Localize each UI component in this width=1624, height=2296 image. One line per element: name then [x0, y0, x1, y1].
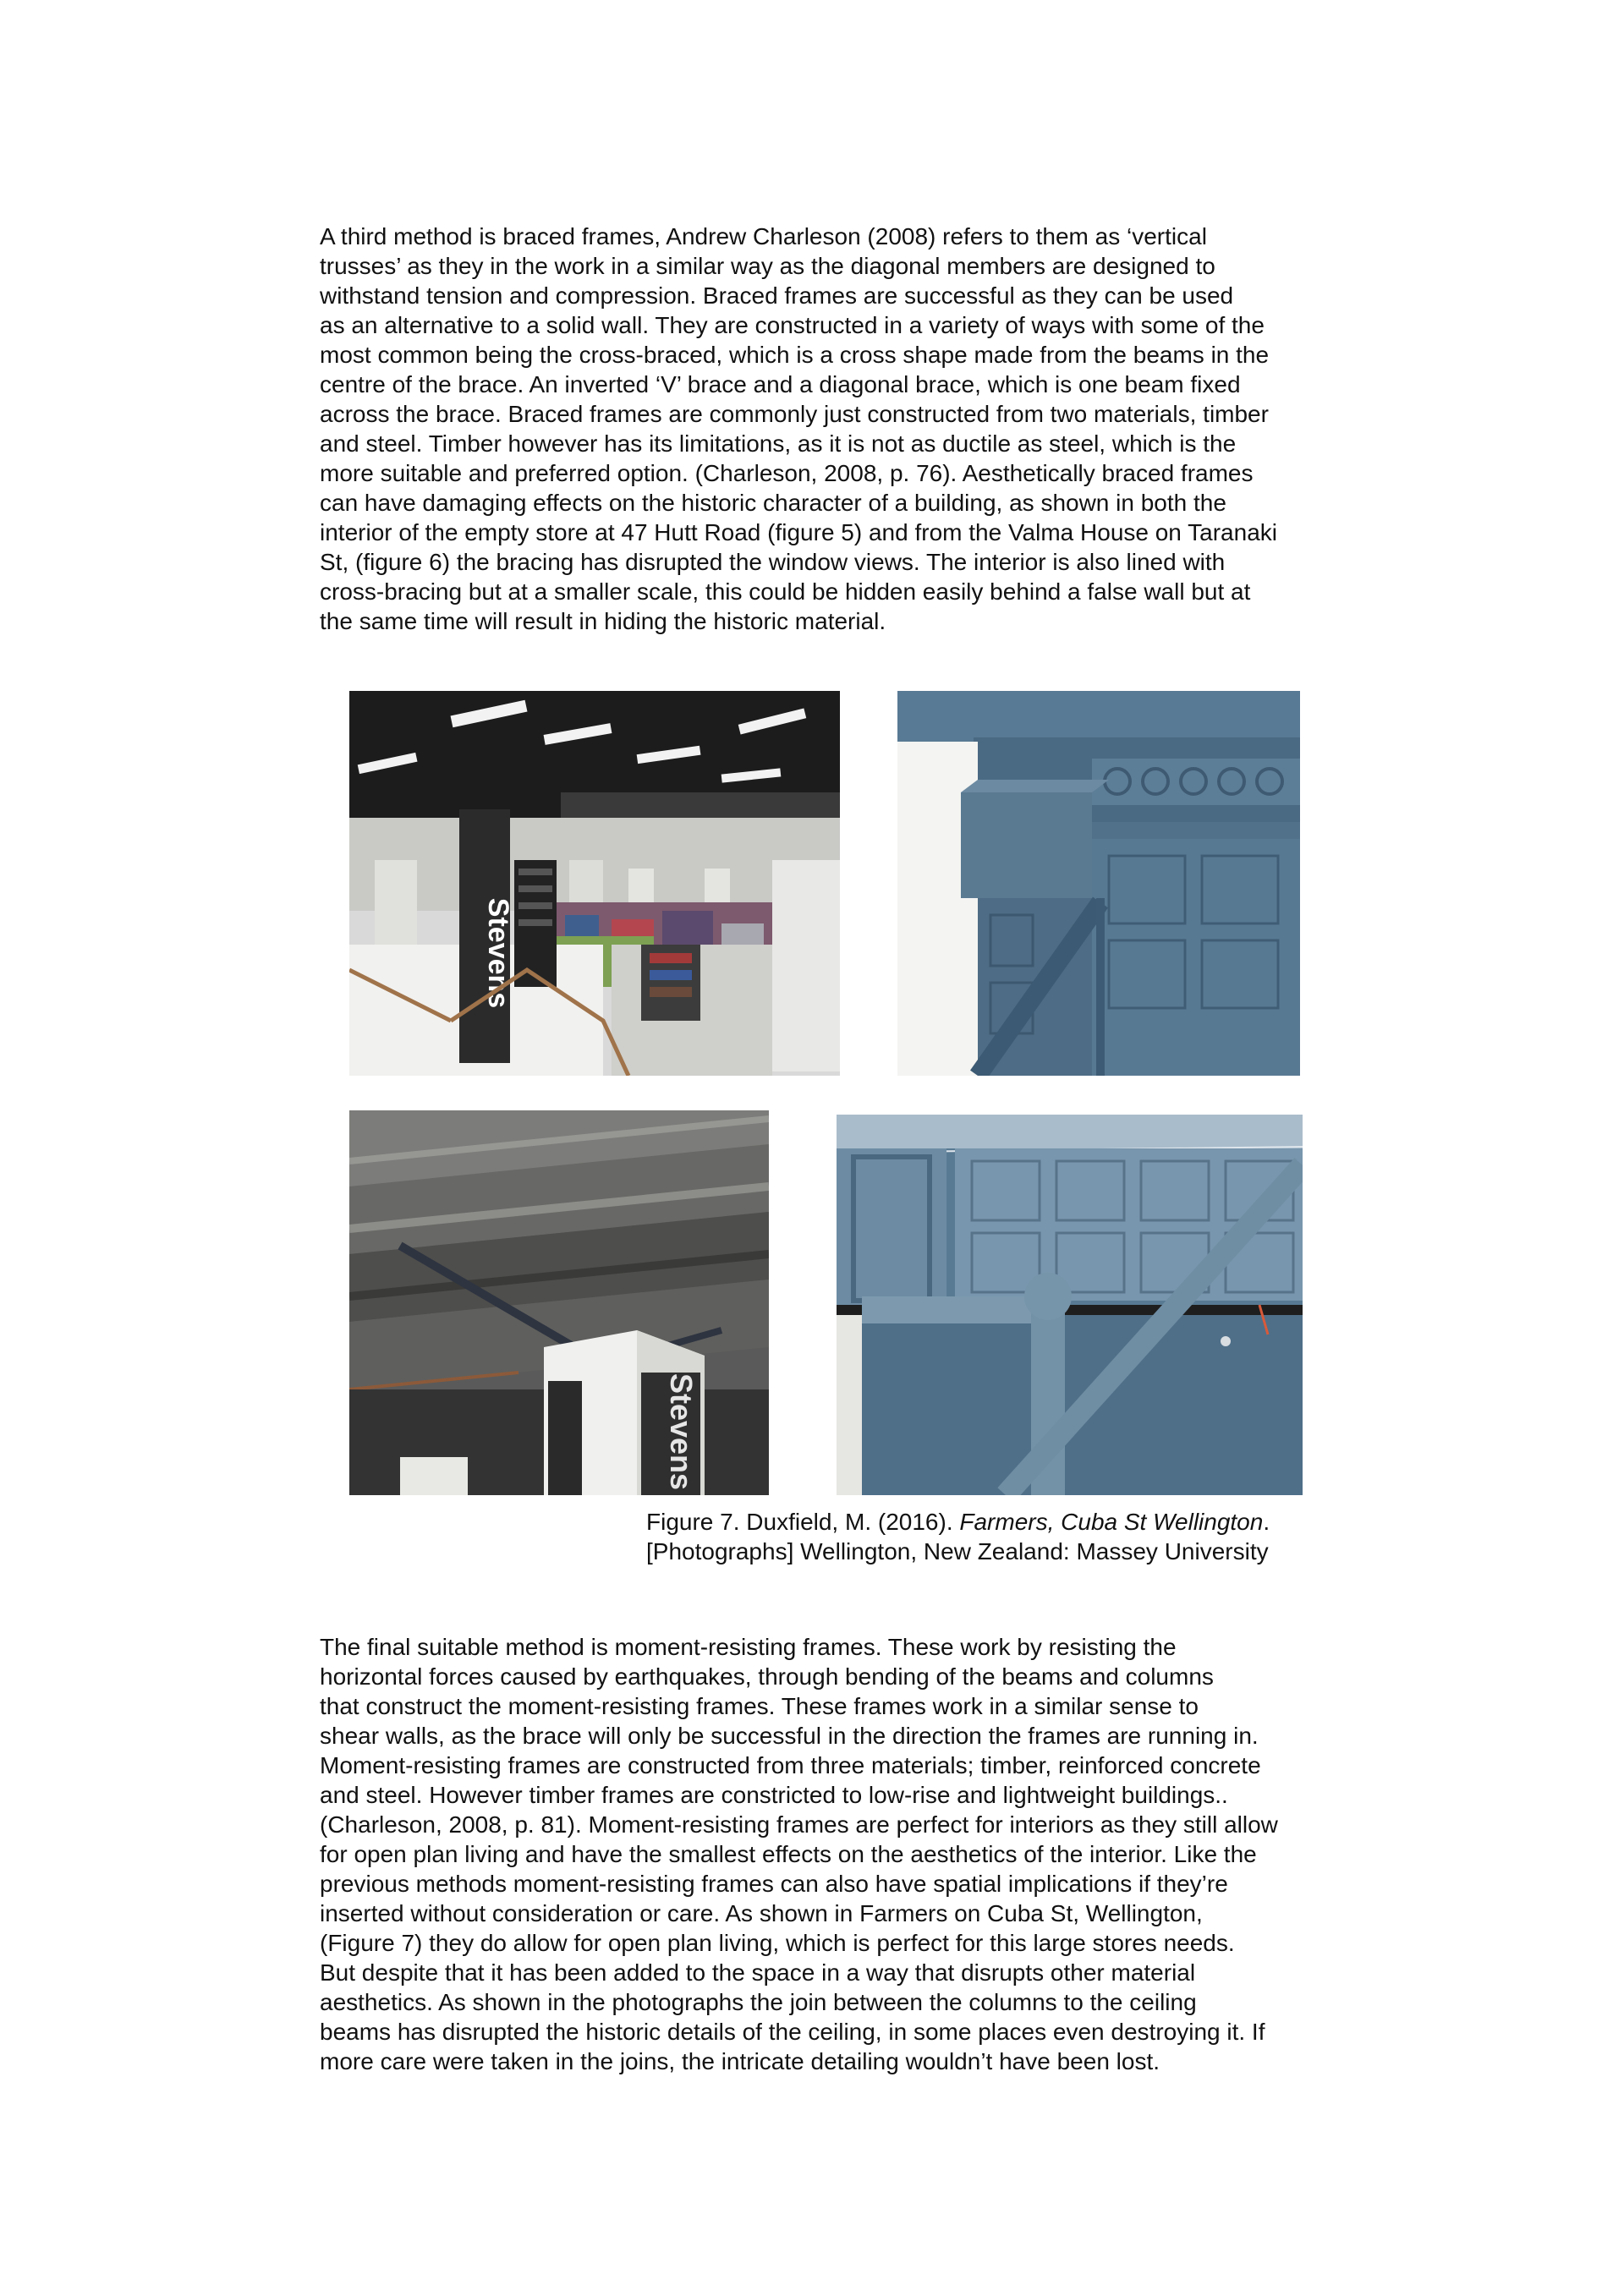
text-line: and steel. Timber however has its limitations, as it is not as ductile as steel, which is the [320, 430, 1237, 457]
text-line: beams has disrupted the historic details of the ceiling, in some places even destroying it. If [320, 2019, 1265, 2045]
photo-concrete-ceiling [349, 1110, 769, 1495]
text-line: withstand tension and compression. Braced frames are successful as they can be used [320, 282, 1234, 309]
text-line: previous methods moment-resisting frames can also have spatial implications if they’re [320, 1871, 1228, 1897]
text-line: The final suitable method is moment-resisting frames. These work by resisting the [320, 1634, 1177, 1660]
text-line: and steel. However timber frames are constricted to low-rise and lightweight buildings.. [320, 1782, 1228, 1808]
text-line: that construct the moment-resisting frames. These frames work in a similar sense to [320, 1693, 1199, 1719]
text-line: horizontal forces caused by earthquakes, through bending of the beams and columns [320, 1663, 1214, 1690]
photo-store-interior [349, 691, 840, 1076]
text-line: more suitable and preferred option. (Charleson, 2008, p. 76). Aesthetically braced frames [320, 460, 1254, 486]
text-line: for open plan living and have the smallest effects on the aesthetics of the interior. Like the [320, 1841, 1257, 1867]
text-line: (Charleson, 2008, p. 81). Moment-resisting frames are perfect for interiors as they still allow [320, 1811, 1278, 1838]
photo-ceiling-pipe-brace [837, 1115, 1303, 1495]
text-line: Moment-resisting frames are constructed from three materials; timber, reinforced concrete [320, 1752, 1261, 1778]
caption-author-date: Figure 7. Duxfield, M. (2016). [646, 1509, 960, 1535]
text-line: shear walls, as the brace will only be successful in the direction the frames are running in. [320, 1723, 1259, 1749]
photo-ceiling-bracket [897, 691, 1300, 1076]
text-line: most common being the cross-braced, which is a cross shape made from the beams in the [320, 342, 1270, 368]
text-line: cross-bracing but at a smaller scale, this could be hidden easily behind a false wall but at [320, 578, 1251, 605]
caption-period: . [1263, 1509, 1270, 1535]
text-line: St, (figure 6) the bracing has disrupted the window views. The interior is also lined with [320, 549, 1226, 575]
text-line: (Figure 7) they do allow for open plan living, which is perfect for this large stores needs. [320, 1930, 1235, 1956]
text-line: trusses’ as they in the work in a similar way as the diagonal members are designed to [320, 253, 1215, 279]
text-line: centre of the brace. An inverted ‘V’ brace and a diagonal brace, which is one beam fixed [320, 371, 1241, 397]
text-line: A third method is braced frames, Andrew Charleson (2008) refers to them as ‘vertical [320, 223, 1207, 249]
text-line: inserted without consideration or care. As shown in Farmers on Cuba St, Wellington, [320, 1900, 1203, 1926]
column-sign-text: Stevens [664, 1373, 699, 1491]
text-line: the same time will result in hiding the historic material. [320, 608, 886, 634]
text-line: across the brace. Braced frames are commonly just constructed from two materials, timber [320, 401, 1269, 427]
caption-line-1 [646, 1507, 1340, 1537]
caption-line-2: [Photographs] Wellington, New Zealand: Massey University [646, 1538, 1269, 1564]
text-line: aesthetics. As shown in the photographs the join between the columns to the ceiling [320, 1989, 1197, 2015]
paragraph-moment-resisting-frames [320, 1632, 1343, 2076]
figure-caption [646, 1507, 1340, 1566]
text-line: more care were taken in the joins, the intricate detailing wouldn’t have been lost. [320, 2048, 1160, 2074]
store-sign-text: Stevens [482, 897, 514, 1009]
caption-title: Farmers, Cuba St Wellington [959, 1509, 1264, 1535]
paragraph-braced-frames [320, 222, 1343, 636]
text-line: can have damaging effects on the historic character of a building, as shown in both the [320, 490, 1226, 516]
text-line: But despite that it has been added to the space in a way that disrupts other material [320, 1959, 1196, 1986]
text-line: interior of the empty store at 47 Hutt Road (figure 5) and from the Valma House on Taranaki [320, 519, 1277, 545]
text-line: as an alternative to a solid wall. They are constructed in a variety of ways with some of the [320, 312, 1265, 338]
